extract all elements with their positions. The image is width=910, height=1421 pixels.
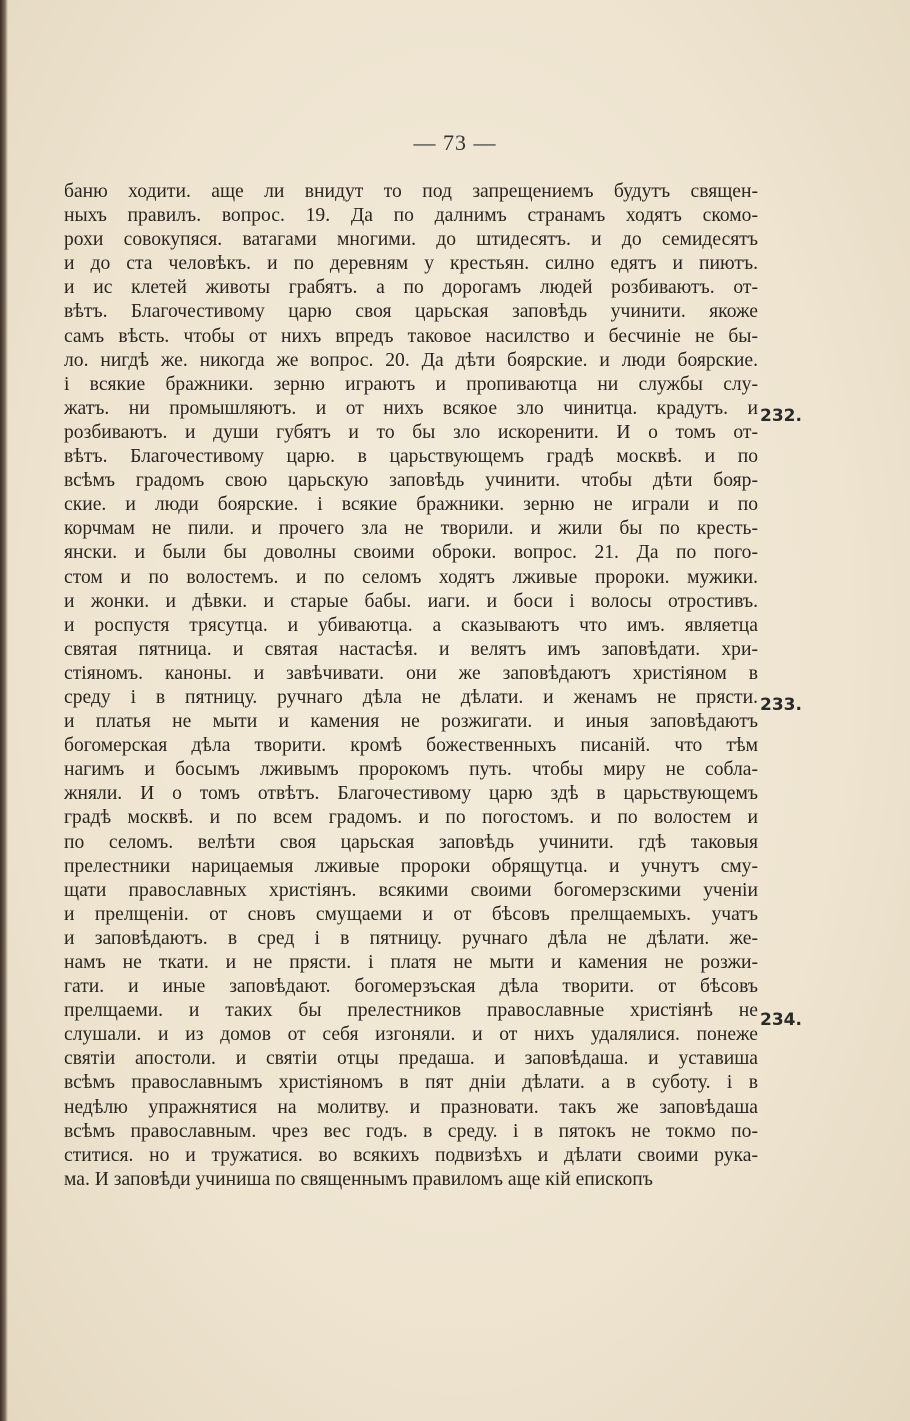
book-spine-edge [0, 0, 8, 1421]
margin-number: 232. [760, 406, 802, 426]
text-line: и до ста человѣкъ. и по деревням у крестьян. силно едятъ и пиютъ. [64, 253, 758, 275]
text-line: и прелщеніи. от сновъ смущаеми и от бѣсовъ прелщаемыхъ. учатъ [64, 903, 758, 925]
text-line: жатъ. ни промышляютъ. и от нихъ всякое зло чинитца. крадутъ. и [64, 397, 758, 419]
text-line: корчмам не пили. и прочего зла не творили. и жили бы по кресть- [64, 518, 758, 540]
text-line: самъ вѣсть. чтобы от нихъ впредъ таковое насилство и бесчиніе не бы- [64, 325, 758, 347]
text-line: намъ не ткати. и не прясти. і платя не мыти и камения не розжи- [64, 952, 758, 973]
text-line: стіяномъ. каноны. и завѣчивати. они же заповѣдаютъ христіяном в [64, 662, 758, 684]
text-line: слушали. и из домов от себя изгоняли. и от нихъ удалялися. понеже [64, 1024, 758, 1046]
text-line: гати. и иные заповѣдают. богомерзъская дѣла творити. от бѣсовъ [64, 976, 758, 998]
text-line: недѣлю упражнятися на молитву. и празновати. такъ же заповѣдаша [64, 1096, 758, 1118]
text-line: прелщаеми. и таких бы прелестников православные христіянѣ не [64, 1000, 758, 1022]
text-line: святіи апостоли. и святіи отцы предаша. и заповѣдаша. и уставиша [64, 1048, 758, 1070]
text-line: ститися. но и тружатися. во всякихъ подвизѣхъ и дѣлати своими рука- [64, 1144, 758, 1166]
text-line: всѣмъ православнымъ христіяномъ в пят дніи дѣлати. а в суботу. і в [64, 1072, 758, 1094]
text-line: жняли. И о томъ отвѣтъ. Благочестивому царю здѣ в царьствующемъ [64, 783, 758, 805]
text-line: и ис клетей животы грабятъ. а по дорогамъ людей розбиваютъ. от- [64, 277, 758, 299]
text-line: ма. И заповѣди учиниша по священнымъ правиломъ аще кій епископъ [64, 1168, 653, 1190]
text-line: вѣтъ. Благочестивому царю. в царьствующемъ градѣ москвѣ. и по [64, 446, 758, 468]
text-line: всѣмъ православным. чрез вес годъ. в среду. і в пятокъ не токмо по- [64, 1120, 758, 1142]
text-line: ские. и люди боярские. і всякие бражники. зерню не играли и по [64, 494, 758, 516]
margin-number: 234. [760, 1010, 802, 1030]
text-line: и жонки. и дѣвки. и старые бабы. иаги. и боси і волосы отростивъ. [64, 590, 758, 612]
body-text [64, 180, 758, 1192]
text-line: янски. и были бы доволны своими оброки. вопрос. 21. Да по пого- [64, 542, 758, 564]
text-line: і всякие бражники. зерню играютъ и пропиваютца ни службы слу- [64, 373, 758, 395]
text-line: всѣмъ градомъ свою царьскую заповѣдь учинити. чтобы дѣти бояр- [64, 470, 758, 492]
text-line: прелестники нарицаемыя лживые пророки обрящутца. и учнутъ сму- [64, 855, 758, 877]
text-line: богомерская дѣла творити. кромѣ божественныхъ писаній. что тѣм [64, 735, 758, 757]
text-line: баню ходити. аще ли внидут то под запрещениемъ будутъ священ- [64, 181, 758, 202]
text-line: розбиваютъ. и души губятъ и то бы зло искоренити. И о томъ от- [64, 421, 758, 443]
margin-number: 233. [760, 695, 802, 715]
page-number: — 73 — [413, 130, 497, 155]
text-line: рохи совокупяся. ватагами многими. до штидесятъ. и до семидесятъ [64, 229, 758, 251]
text-line: и платья не мыти и камения не розжигати. и иныя заповѣдаютъ [64, 711, 758, 733]
text-line: нагимъ и босымъ лживымъ пророкомъ путь. чтобы миру не собла- [64, 759, 758, 781]
text-line: и роспустя трясутца. и убиваютца. а сказываютъ что имъ. являетца [64, 614, 758, 636]
text-line: ныхъ правилъ. вопрос. 19. Да по далнимъ странамъ ходятъ скомо- [64, 205, 758, 227]
text-line: среду і в пятницу. ручнаго дѣла не дѣлати. и женамъ не прясти. [64, 686, 758, 708]
text-line: святая пятница. и святая настасѣя. и велятъ имъ заповѣдати. хри- [64, 638, 758, 660]
text-line: ло. нигдѣ же. никогда же вопрос. 20. Да дѣти боярские. и люди боярские. [64, 349, 758, 371]
text-line: щати православных христіянъ. всякими своими богомерзскими ученіи [64, 879, 758, 901]
text-line: стом и по волостемъ. и по селомъ ходятъ лживые пророки. мужики. [64, 566, 758, 588]
text-line: вѣтъ. Благочестивому царю своя царьская заповѣдь учинити. якоже [64, 301, 758, 323]
text-line: градѣ москвѣ. и по всем градомъ. и по погостомъ. и по волостем и [64, 807, 758, 829]
text-line: по селомъ. велѣти своя царьская заповѣдь учинити. гдѣ таковыя [64, 831, 758, 853]
text-line: и заповѣдаютъ. в сред і в пятницу. ручнаго дѣла не дѣлати. же- [64, 927, 758, 949]
